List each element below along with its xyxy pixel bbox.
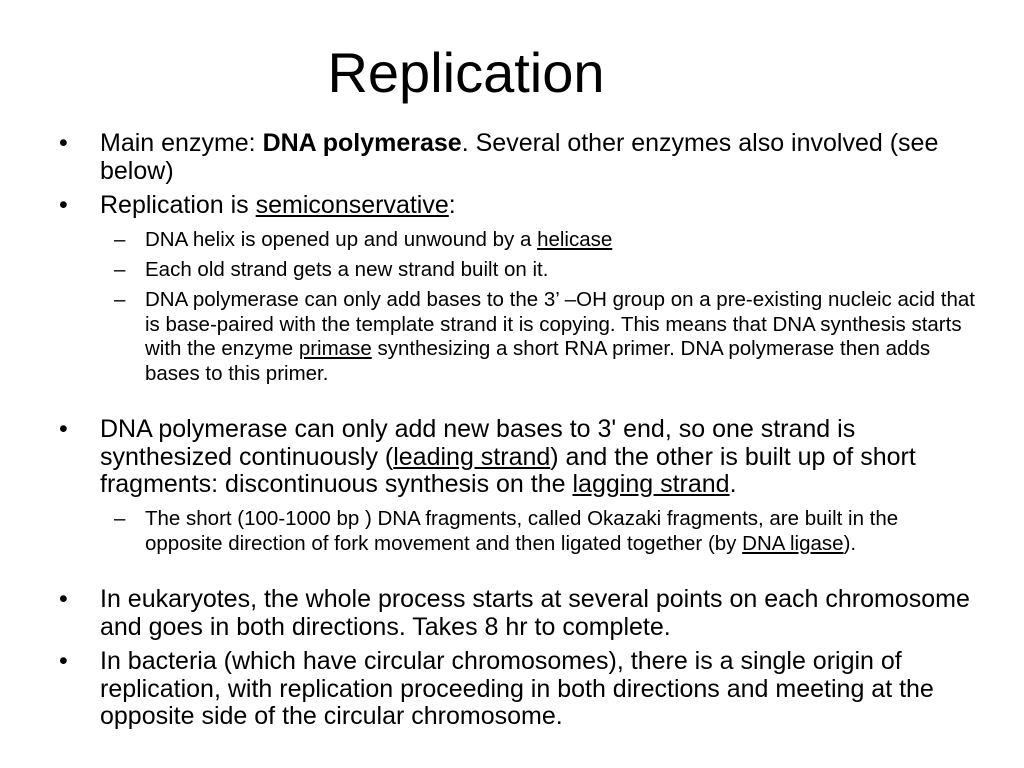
- bullet-leading-lagging: [59, 415, 980, 499]
- subbullet-primase: [114, 288, 980, 386]
- dash-marker: –: [114, 258, 126, 281]
- text-segment: DNA polymerase can only add bases to the 3’ –OH group on a pre-existing nucleic acid that is base-paired with the template strand it is copying. This means that DNA synthesis starts with the enzyme: [145, 288, 975, 361]
- bullet-marker: •: [59, 415, 68, 443]
- bullet-semiconservative: [59, 191, 980, 220]
- slide-title: Replication: [327, 41, 605, 104]
- bullet-marker: •: [59, 647, 68, 675]
- dash-marker: –: [114, 288, 126, 311]
- subbullet-old-strand: [114, 258, 980, 283]
- text-segment: DNA helix is opened up and unwound by a: [145, 228, 538, 251]
- underlined-term-primase: primase: [298, 337, 372, 361]
- text-segment: In bacteria (which have circular chromosomes), there is a single origin of replication, with replication proceeding in both directions and meeting at the opposite side of the circular chromosome.: [100, 647, 934, 731]
- underlined-term-semiconservative: semiconservative: [255, 191, 449, 219]
- text-segment: Each old strand gets a new strand built on it.: [145, 258, 549, 281]
- dash-marker: –: [114, 228, 126, 251]
- text-segment: ) and the other is built up of short fragments: discontinuous synthesis on the: [100, 442, 916, 499]
- text-segment: DNA polymerase can only add new bases to 3' end, so one strand is synthesized continuously (: [100, 415, 856, 471]
- subbullet-okazaki: [114, 507, 980, 556]
- bullet-marker: •: [59, 191, 68, 219]
- underlined-term-leading-strand: leading strand: [393, 442, 551, 471]
- text-segment: synthesizing a short RNA primer. DNA polymerase then adds bases to this primer.: [145, 337, 931, 385]
- bullet-bacteria: [59, 647, 980, 731]
- bold-term-dna-polymerase: DNA polymerase: [262, 129, 462, 157]
- bullet-marker: •: [59, 585, 68, 613]
- subbullet-helicase: [114, 228, 980, 253]
- text-segment: .: [729, 470, 737, 499]
- text-segment: In eukaryotes, the whole process starts at several points on each chromosome and goes in both directions. Takes 8 hr to complete.: [100, 585, 970, 641]
- underlined-term-helicase: helicase: [537, 228, 613, 251]
- underlined-term-lagging-strand: lagging strand: [572, 470, 730, 499]
- text-segment: ).: [843, 531, 857, 555]
- dash-marker: –: [114, 507, 126, 530]
- bullet-main-enzyme: [59, 129, 980, 185]
- text-segment: Replication is: [100, 191, 256, 219]
- bullet-marker: •: [59, 129, 68, 157]
- text-segment: :: [448, 191, 456, 219]
- text-segment: . Several other enzymes also involved (see below): [100, 129, 939, 185]
- text-segment: Main enzyme:: [100, 129, 263, 157]
- text-segment: The short (100-1000 bp ) DNA fragments, called Okazaki fragments, are built in the opposite direction of fork movement and then ligated together (by: [145, 507, 899, 555]
- bullet-eukaryotes: [59, 585, 980, 641]
- underlined-term-dna-ligase: DNA ligase: [742, 531, 844, 555]
